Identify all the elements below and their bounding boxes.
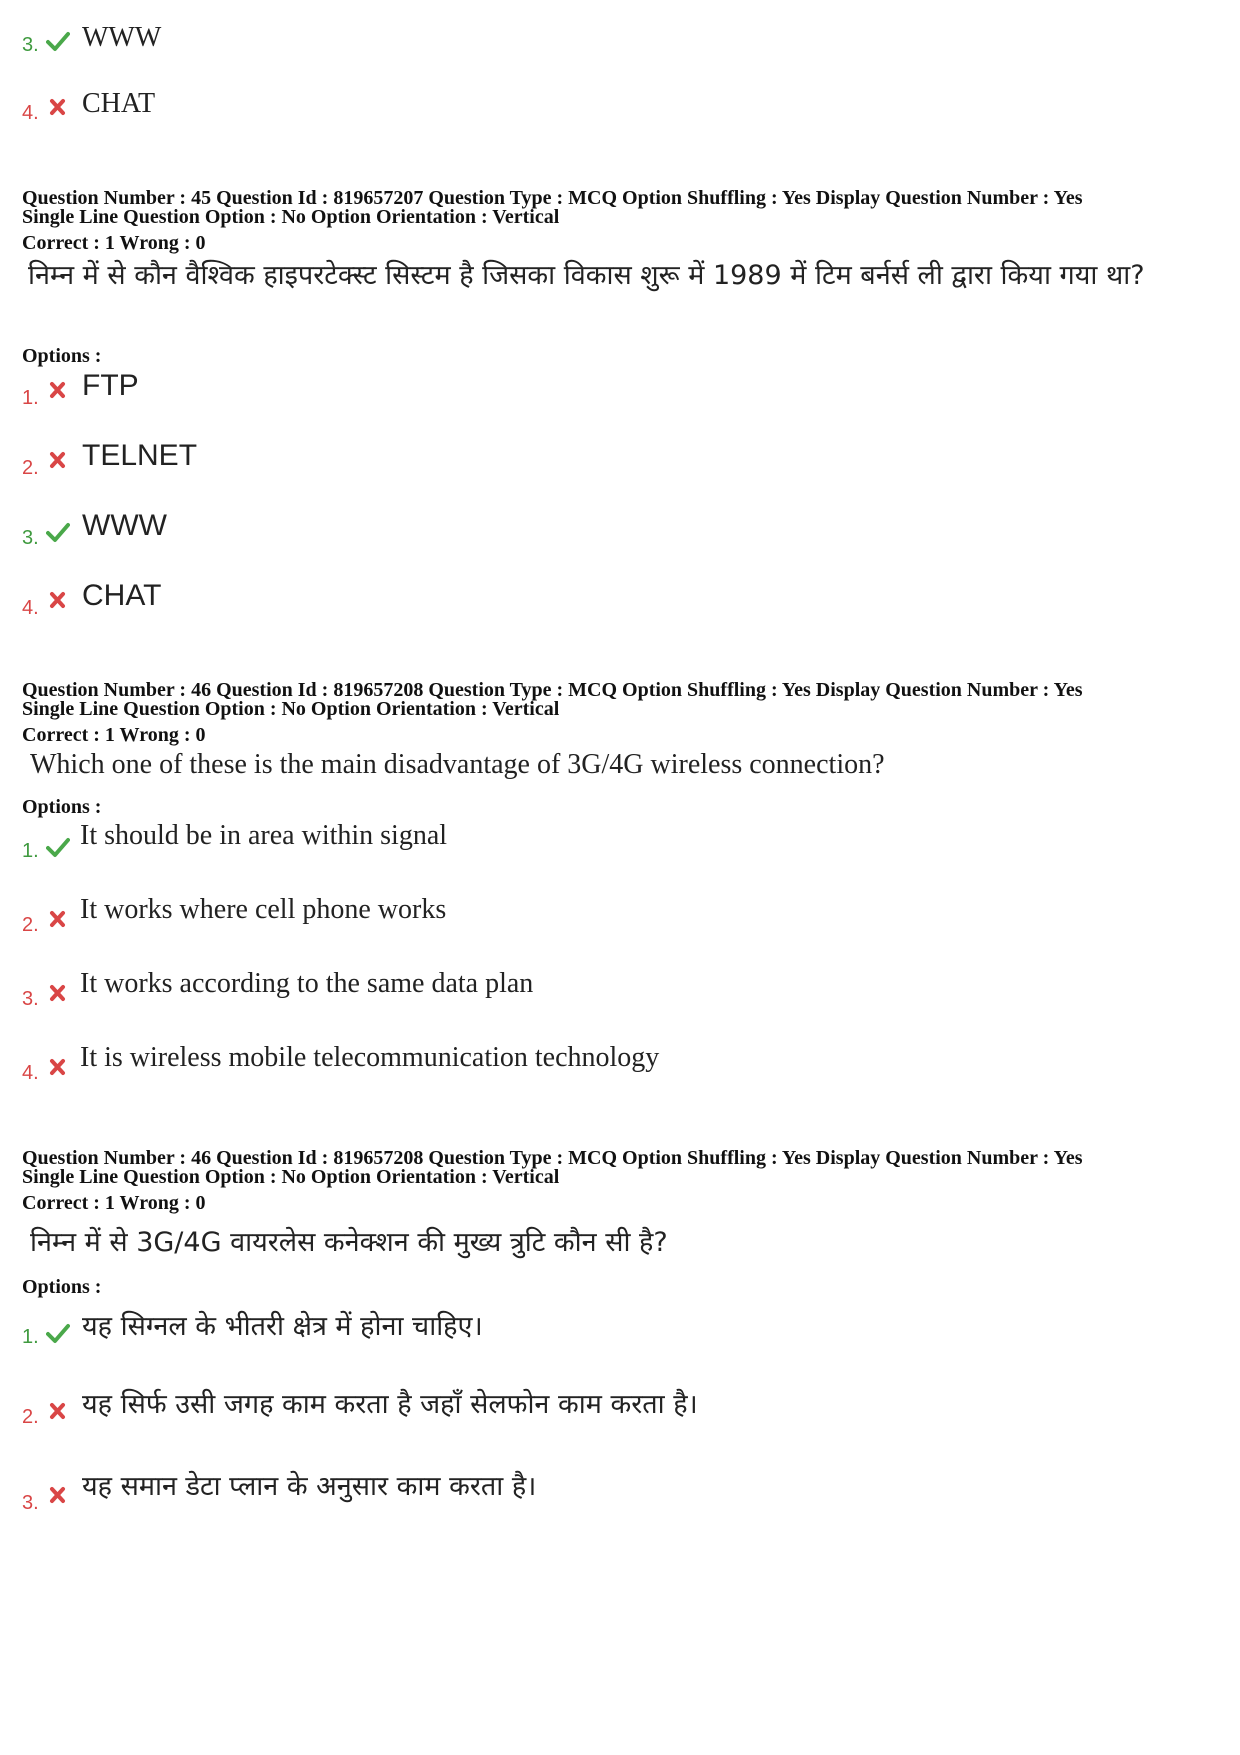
marks-info: Correct : 1 Wrong : 0 (22, 724, 206, 746)
option-text: It should be in area within signal (80, 820, 448, 851)
marks-info: Correct : 1 Wrong : 0 (22, 1192, 206, 1214)
check-mark-icon (46, 521, 70, 543)
option-text: It works where cell phone works (80, 894, 447, 925)
question-meta-line: Single Line Question Option : No Option Orientation : Vertical (22, 698, 560, 720)
question-meta-line: Question Number : 45 Question Id : 819657207 Question Type : MCQ Option Shuffling : Yes Display Question Number : Yes (22, 187, 1083, 209)
options-label: Options : (22, 1276, 102, 1298)
option-number: 1. (22, 387, 39, 409)
option-number: 2. (22, 914, 39, 936)
option-text: WWW (82, 22, 162, 53)
option-number: 2. (22, 457, 39, 479)
options-label: Options : (22, 345, 102, 367)
question-text: निम्न में से 3G/4G वायरलेस कनेक्शन की मुख्य त्रुटि कौन सी है? (30, 1227, 668, 1258)
cross-mark-icon (46, 589, 70, 611)
options-label: Options : (22, 796, 102, 818)
cross-mark-icon (46, 1056, 70, 1078)
option-number: 3. (22, 988, 39, 1010)
check-mark-icon (46, 836, 70, 858)
question-text: Which one of these is the main disadvantage of 3G/4G wireless connection? (30, 749, 885, 780)
option-text: यह समान डेटा प्लान के अनुसार काम करता है। (82, 1471, 537, 1502)
question-meta-line: Single Line Question Option : No Option Orientation : Vertical (22, 206, 560, 228)
option-text: यह सिग्नल के भीतरी क्षेत्र में होना चाहिए। (82, 1311, 483, 1342)
cross-mark-icon (46, 1400, 70, 1422)
option-text: CHAT (82, 88, 156, 119)
question-meta-line: Single Line Question Option : No Option Orientation : Vertical (22, 1166, 560, 1188)
option-text: CHAT (82, 579, 162, 612)
option-text: It is wireless mobile telecommunication technology (80, 1042, 660, 1073)
cross-mark-icon (46, 982, 70, 1004)
option-number: 2. (22, 1406, 39, 1428)
cross-mark-icon (46, 908, 70, 930)
option-text: It works according to the same data plan (80, 968, 534, 999)
option-number: 1. (22, 1326, 39, 1348)
cross-mark-icon (46, 1484, 70, 1506)
option-text: FTP (82, 369, 139, 402)
check-mark-icon (46, 1322, 70, 1344)
cross-mark-icon (46, 379, 70, 401)
option-number: 4. (22, 102, 39, 124)
option-number: 3. (22, 1492, 39, 1514)
marks-info: Correct : 1 Wrong : 0 (22, 232, 206, 254)
option-text: यह सिर्फ उसी जगह काम करता है जहाँ सेलफोन काम करता है। (82, 1389, 698, 1420)
option-number: 3. (22, 527, 39, 549)
option-number: 4. (22, 1062, 39, 1084)
question-meta-line: Question Number : 46 Question Id : 819657208 Question Type : MCQ Option Shuffling : Yes Display Question Number : Yes (22, 1147, 1083, 1169)
option-text: WWW (82, 509, 167, 542)
cross-mark-icon (46, 96, 70, 118)
option-text: TELNET (82, 439, 198, 472)
question-text: निम्न में से कौन वैश्विक हाइपरटेक्स्ट सिस्टम है जिसका विकास शुरू में 1989 में टिम बर्नर्स ली द्वारा किया गया था? (28, 260, 1145, 291)
option-number: 4. (22, 597, 39, 619)
option-number: 3. (22, 34, 39, 56)
cross-mark-icon (46, 449, 70, 471)
question-meta-line: Question Number : 46 Question Id : 819657208 Question Type : MCQ Option Shuffling : Yes Display Question Number : Yes (22, 679, 1083, 701)
check-mark-icon (46, 30, 70, 52)
option-number: 1. (22, 840, 39, 862)
